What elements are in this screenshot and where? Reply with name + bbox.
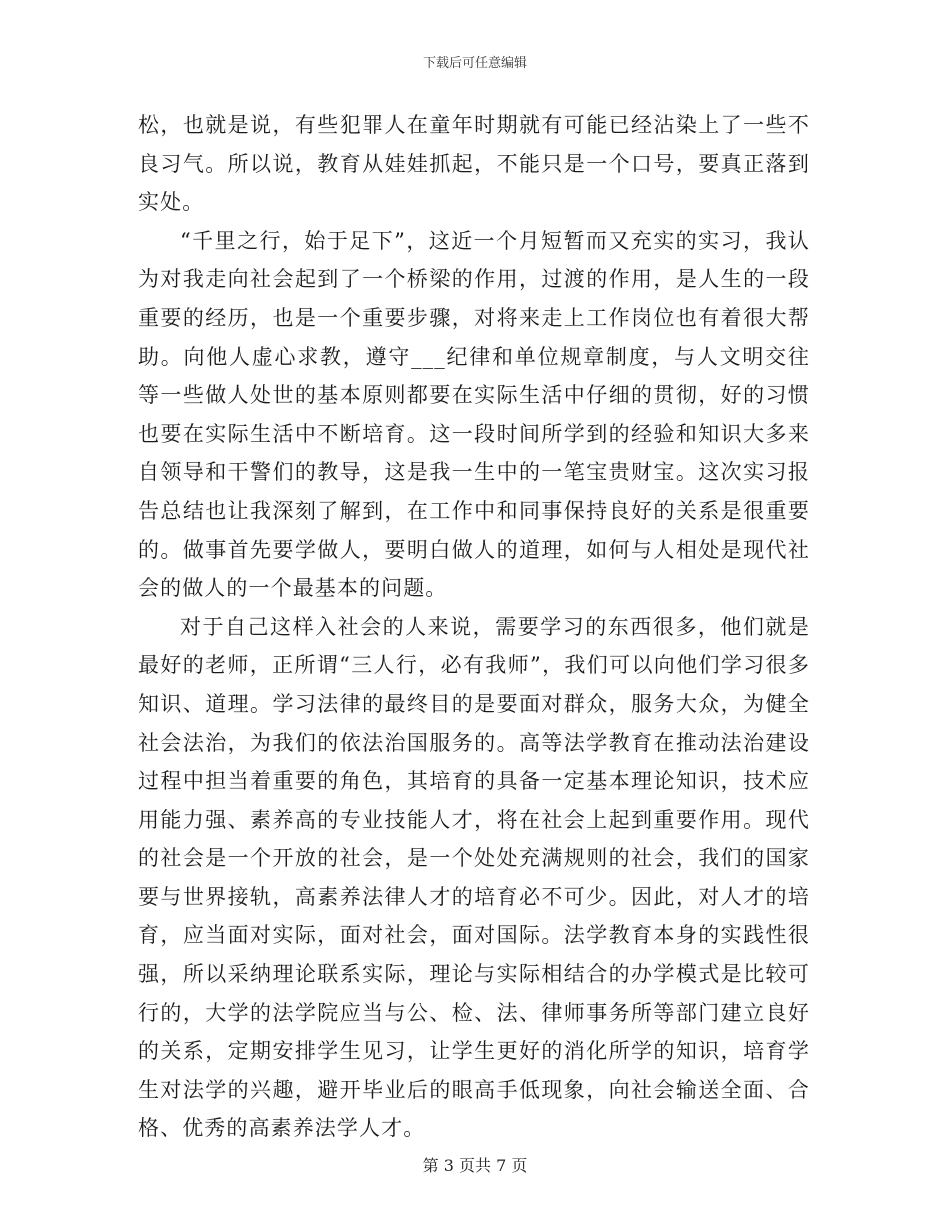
paragraph-continuation: 松，也就是说，有些犯罪人在童年时期就有可能已经沾染上了一些不良习气。所以说，教育从娃娃抓起，不能只是一个口号，要真正落到实处。 <box>138 113 810 215</box>
paragraph-legal-education: 对于自己这样入社会的人来说，需要学习的东西很多，他们就是最好的老师，正所谓“三人行，必有我师”，我们可以向他们学习很多知识、道理。学习法律的最终目的是要面对群众，服务大众，为健全社会法治，为我们的依法治国服务的。高等法学教育在推动法治建设过程中担当着重要的角色，其培育的具备一定基本理论知识，技术应用能力强、素养高的专业技能人才，将在社会上起到重要作用。现代的社会是一个开放的社会，是一个处处充满规则的社会，我们的国家要与世界接轨，高素养法律人才的培育必不可少。因此，对人才的培育，应当面对实际，面对社会，面对国际。法学教育本身的实践性很强，所以采纳理论联系实际，理论与实际相结合的办学模式是比较可行的，大学的法学院应当与公、检、法、律师事务所等部门建立良好的关系，定期安排学生见习，让学生更好的消化所学的知识，培育学生对法学的兴趣，避开毕业后的眼高手低现象，向社会输送全面、合格、优秀的高素养法学人才。 <box>138 614 810 1141</box>
page-number: 第 3 页共 7 页 <box>422 1156 528 1175</box>
paragraph-internship-reflection: “千里之行，始于足下”，这近一个月短暂而又充实的实习，我认为对我走向社会起到了一个桥梁的作用，过渡的作用，是人生的一段重要的经历，也是一个重要步骤，对将来走上工作岗位也有着很大帮助。向他人虚心求教，遵守___纪律和单位规章制度，与人文明交往等一些做人处世的基本原则都要在实际生活中仔细的贯彻，好的习惯也要在实际生活中不断培育。这一段时间所学到的经验和知识大多来自领导和干警们的教导，这是我一生中的一笔宝贵财宝。这次实习报告总结也让我深刻了解到，在工作中和同事保持良好的关系是很重要的。做事首先要学做人，要明白做人的道理，如何与人相处是现代社会的做人的一个最基本的问题。 <box>138 228 810 601</box>
header-note: 下载后可任意编辑 <box>422 56 527 71</box>
document-body <box>138 106 810 1148</box>
